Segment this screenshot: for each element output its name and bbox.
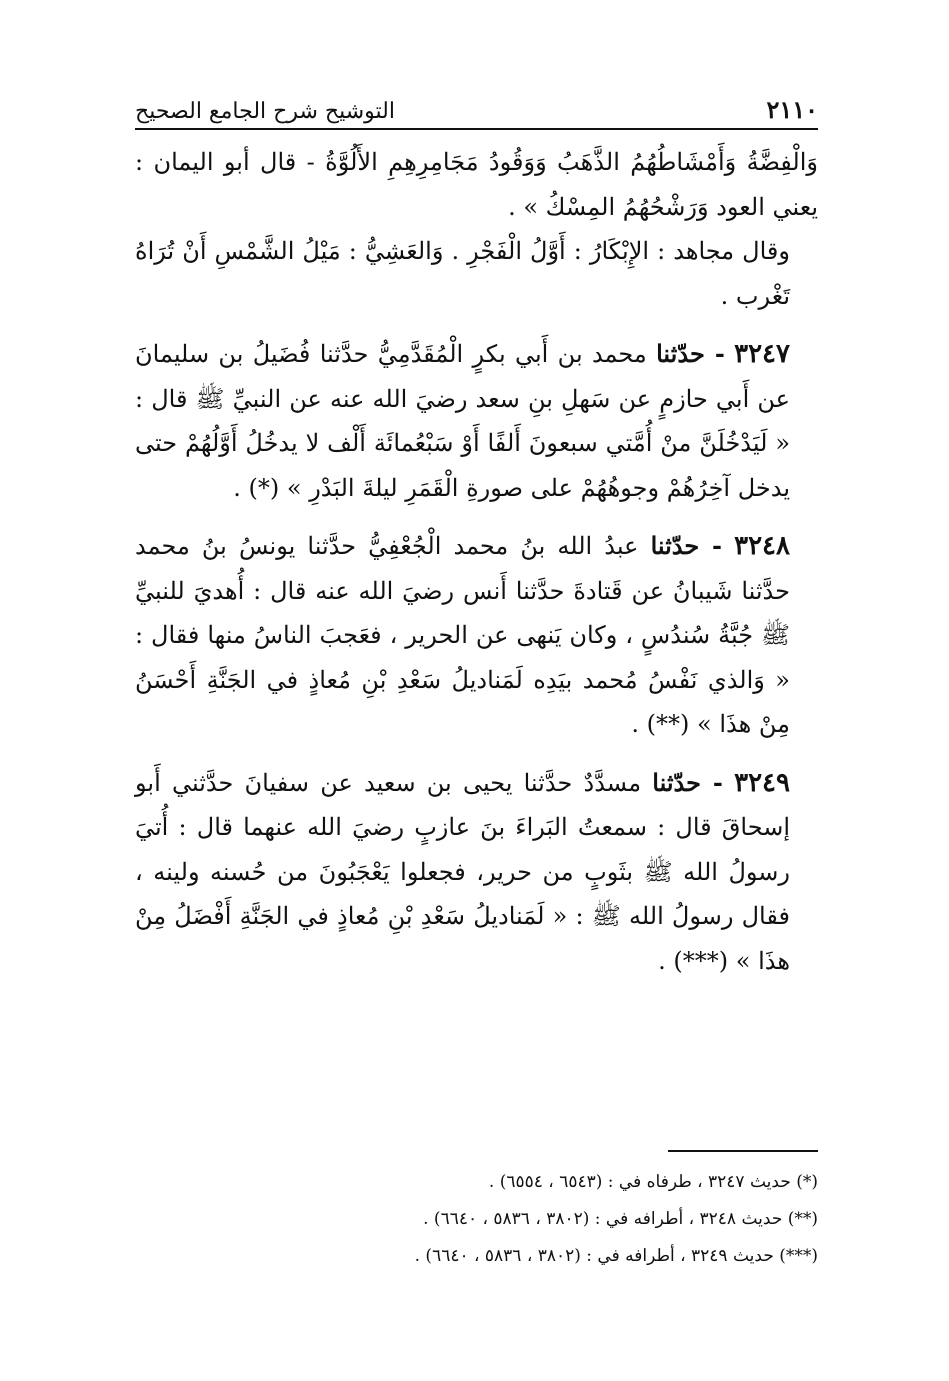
page-number: ٢١١٠ bbox=[766, 95, 818, 124]
footnote: (*) حديث ٣٢٤٧ ، طرفاه في : (٦٥٤٣ ، ٦٥٥٤) . bbox=[488, 1172, 818, 1192]
hadith-3248: ٣٢٤٨ - حدّثنا عبدُ الله بنُ محمد الْجُعْفِيُّ حدَّثنا يونسُ بنُ محمد حدَّثنا شَيبانُ عن قَتادةَ حدَّثنا أَنس رضيَ الله عنه قال : أُهديَ للنبيِّ ﷺ جُبَّةُ سُندُسٍ ، وكان يَنهى عن الحرير ، فعَجبَ الناسُ منها فقال : « وَالذي نَفْسُ مُحمد بيَدِه لَمَناديلُ سَعْدِ بْنِ مُعاذٍ في الجَنَّةِ أَحْسَنُ مِنْ هذَا » (**) . bbox=[135, 531, 790, 738]
paragraph: وَالْفِضَّةُ وَأَمْشَاطُهُمُ الذَّهَبُ وَوَقُودُ مَجَامِرِهِمِ الأَلُوَّةُ - قال أبو اليمان : يعني العود وَرَشْحُهُمُ المِسْكُ » . bbox=[135, 148, 818, 221]
hadith-text: مسدَّدٌ حدَّثنا يحيى بن سعيد عن سفيانَ حدَّثني أَبو إسحاقَ قال : سمعتُ البَراءَ بنَ عازبٍ رضيَ الله عنهما قال : أُتيَ رسولُ الله ﷺ بثَوبٍ من حرير، فجعلوا يَعْجَبُونَ من حُسنه ولينه ، فقال رسولُ الله ﷺ : « لَمَناديلُ سَعْدِ بْنِ مُعاذٍ في الجَنَّةِ أَفْضَلُ مِنْ هذَا » (***) . bbox=[135, 768, 790, 975]
paragraph: وقال مجاهد : الإِبْكَارُ : أَوَّلُ الْفَجْرِ . وَالعَشِيُّ : مَيْلُ الشَّمْسِ أَنْ تُرَاهُ تَغْرب . bbox=[135, 237, 790, 310]
hadith-text: محمد بن أَبي بكرٍ الْمُقَدَّمِيُّ حدَّثنا فُضَيلُ بن سليمانَ عن أَبي حازمٍ عن سَهلِ بنِ سعد رضيَ الله عنه عن النبيِّ ﷺ قال : « لَيَدْخُلَنَّ منْ أُمَّتي سبعونَ أَلفًا أَوْ سَبْعُمائَة أَلْف لا يدخُلُ أَوَّلُهُمْ حتى يدخل آخِرُهُمْ وجوهُهُمْ على صورةِ الْقَمَرِ ليلةَ البَدْرِ » (*) . bbox=[135, 340, 790, 502]
hadith-text: عبدُ الله بنُ محمد الْجُعْفِيُّ حدَّثنا يونسُ بنُ محمد حدَّثنا شَيبانُ عن قَتادةَ حدَّثنا أَنس رضيَ الله عنه قال : أُهديَ للنبيِّ ﷺ جُبَّةُ سُندُسٍ ، وكان يَنهى عن الحرير ، فعَجبَ الناسُ منها فقال : « وَالذي نَفْسُ مُحمد بيَدِه لَمَناديلُ سَعْدِ بْنِ مُعاذٍ في الجَنَّةِ أَحْسَنُ مِنْ هذَا » (**) . bbox=[135, 532, 790, 738]
header-divider bbox=[135, 128, 818, 130]
hadith-number: ٣٢٤٧ bbox=[734, 339, 790, 369]
hadith-heading: حدّثنا bbox=[652, 767, 701, 797]
footnote-divider bbox=[668, 1150, 818, 1152]
hadith-3247: ٣٢٤٧ - حدّثنا محمد بن أَبي بكرٍ الْمُقَدَّمِيُّ حدَّثنا فُضَيلُ بن سليمانَ عن أَبي حازمٍ عن سَهلِ بنِ سعد رضيَ الله عنه عن النبيِّ ﷺ قال : « لَيَدْخُلَنَّ منْ أُمَّتي سبعونَ أَلفًا أَوْ سَبْعُمائَة أَلْف لا يدخُلُ أَوَّلُهُمْ حتى يدخل آخِرُهُمْ وجوهُهُمْ على صورةِ الْقَمَرِ ليلةَ البَدْرِ » (*) . bbox=[135, 339, 790, 502]
footnotes bbox=[135, 1150, 818, 1275]
hadith-number: ٣٢٤٩ bbox=[734, 767, 790, 798]
main-text bbox=[135, 140, 818, 983]
footnote: (**) حديث ٣٢٤٨ ، أطرافه في : (٣٨٠٢ ، ٥٨٣٦ ، ٦٦٤٠) . bbox=[423, 1209, 818, 1229]
hadith-heading: حدّثنا bbox=[656, 339, 705, 368]
hadith-3249: ٣٢٤٩ - حدّثنا مسدَّدٌ حدَّثنا يحيى بن سعيد عن سفيانَ حدَّثني أَبو إسحاقَ قال : سمعتُ البَراءَ بنَ عازبٍ رضيَ الله عنهما قال : أُتيَ رسولُ الله ﷺ بثَوبٍ من حرير، فجعلوا يَعْجَبُونَ من حُسنه ولينه ، فقال رسولُ الله ﷺ : « لَمَناديلُ سَعْدِ بْنِ مُعاذٍ في الجَنَّةِ أَفْضَلُ مِنْ هذَا » (***) . bbox=[135, 767, 790, 975]
book-title: التوشيح شرح الجامع الصحيح bbox=[135, 99, 395, 124]
hadith-heading: حدّثنا bbox=[650, 531, 700, 560]
hadith-number: ٣٢٤٨ bbox=[734, 531, 790, 561]
running-header bbox=[135, 88, 818, 124]
footnote: (***) حديث ٣٢٤٩ ، أطرافه في : (٣٨٠٢ ، ٥٨٣٦ ، ٦٦٤٠) . bbox=[414, 1246, 818, 1266]
